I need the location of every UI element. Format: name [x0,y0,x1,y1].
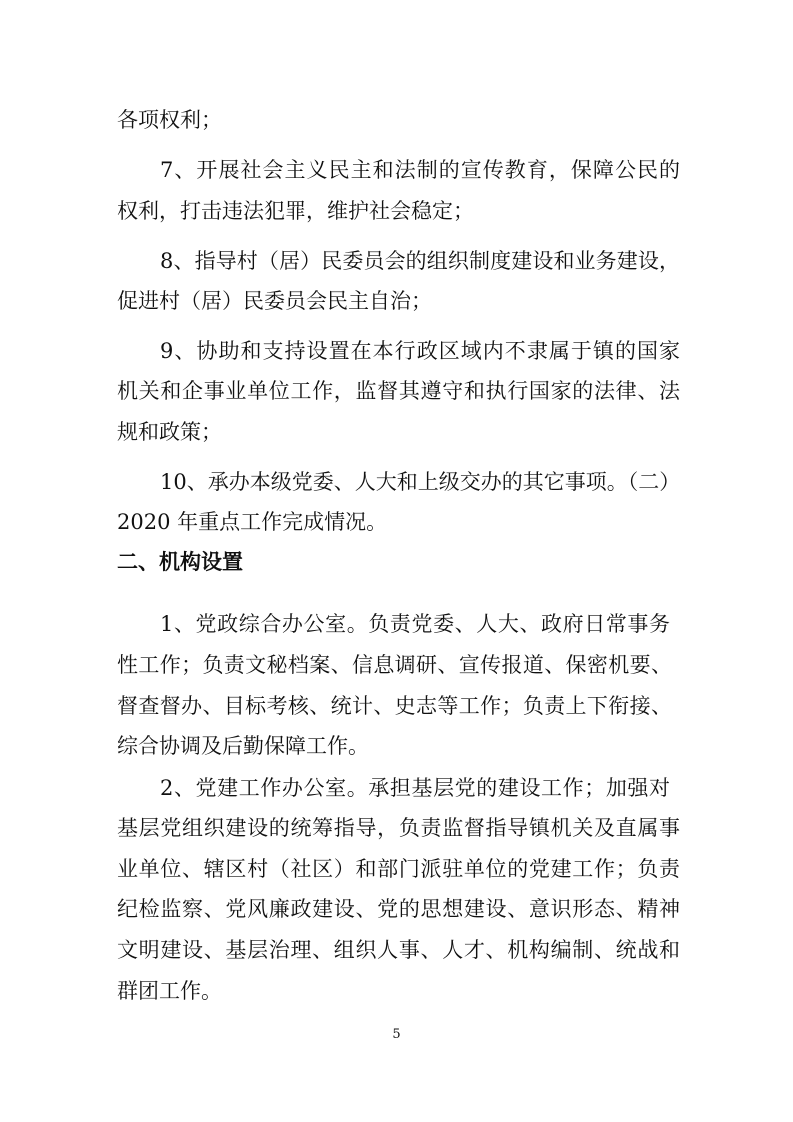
paragraph-line: 纪检监察、党风廉政建设、党的思想建设、意识形态、精神 [117,897,680,921]
paragraph-line: 9、协助和支持设置在本行政区域内不隶属于镇的国家 [160,339,680,363]
paragraph-line: 文明建设、基层治理、组织人事、人才、机构编制、统战和 [117,938,680,962]
paragraph-line: 1、党政综合办公室。负责党委、人大、政府日常事务 [160,612,670,636]
paragraph-line: 促进村（居）民委员会民主自治； [117,289,432,313]
page-number: 5 [392,1027,401,1042]
paragraph-line: 群团工作。 [117,979,222,1003]
paragraph-line: 权利，打击违法犯罪，维护社会稳定； [117,199,474,223]
paragraph-line: 2、党建工作办公室。承担基层党的建设工作；加强对 [160,776,670,800]
paragraph-line: 各项权利； [117,108,222,132]
paragraph-line: 综合协调及后勤保障工作。 [117,734,369,758]
paragraph-line: 业单位、辖区村（社区）和部门派驻单位的党建工作；负责 [117,857,680,881]
paragraph-line: 督查督办、目标考核、统计、史志等工作；负责上下衔接、 [117,694,672,718]
paragraph-line: 7、开展社会主义民主和法制的宣传教育，保障公民的 [160,158,680,182]
paragraph-line: 8、指导村（居）民委员会的组织制度建设和业务建设， [160,249,680,273]
paragraph-line: 基层党组织建设的统筹指导，负责监督指导镇机关及直属事 [117,816,680,840]
paragraph-line: 机关和企事业单位工作，监督其遵守和执行国家的法律、法 [117,379,680,403]
paragraph-line: 2020 年重点工作完成情况。 [117,510,388,534]
section-heading: 二、机构设置 [117,550,243,574]
paragraph-line: 规和政策； [117,420,222,444]
paragraph-line: 性工作；负责文秘档案、信息调研、宣传报道、保密机要、 [117,653,672,677]
paragraph-line: 10、承办本级党委、人大和上级交办的其它事项。（二） [160,470,681,494]
